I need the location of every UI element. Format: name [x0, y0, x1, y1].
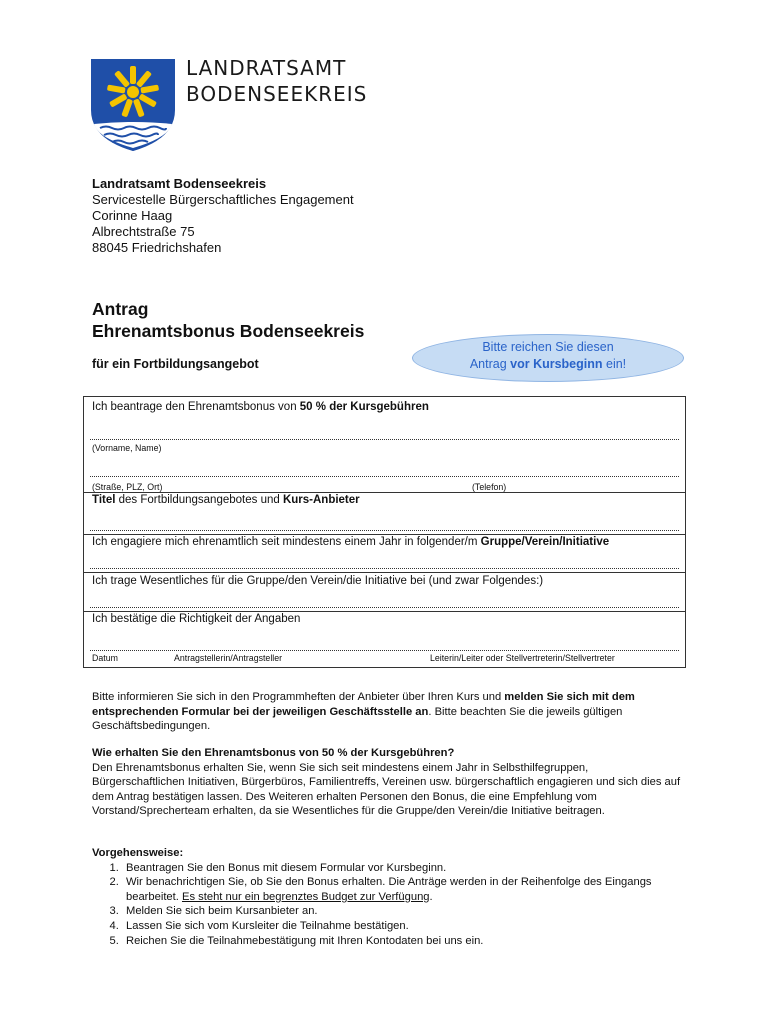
form-intro: Ich beantrage den Ehrenamtsbonus von 50 % der Kursgebühren [92, 401, 429, 413]
name-label: (Vorname, Name) [92, 443, 162, 453]
address-city: 88045 Friedrichshafen [92, 240, 222, 255]
deadline-notice: Bitte reichen Sie diesen Antrag vor Kursbeginn ein! [412, 334, 684, 382]
group-field[interactable] [90, 568, 679, 569]
street-label: (Straße, PLZ, Ort) [92, 482, 163, 492]
info-paragraph: Bitte informieren Sie sich in den Programmheften der Anbieter über Ihren Kurs und melden Sie sich mit dem entsprechenden Formular bei der jeweiligen Geschäftsstelle an. Bitte beachten Sie die jeweils gültigen Geschäftsbedingungen. [92, 691, 635, 733]
signature-date-label: Datum [92, 653, 118, 663]
logo-line-1: LANDRATSAMT [186, 56, 347, 80]
address-org: Landratsamt Bodenseekreis [92, 176, 267, 191]
application-form [83, 396, 686, 668]
logo-line-2: BODENSEEKREIS [186, 82, 368, 106]
address-person: Corinne Haag [92, 208, 173, 223]
name-field[interactable] [90, 439, 679, 440]
coat-of-arms-icon [90, 58, 176, 152]
procedure-list [92, 861, 684, 949]
signature-field[interactable] [90, 650, 679, 651]
phone-label: (Telefon) [472, 482, 507, 492]
contribution-label: Ich trage Wesentliches für die Gruppe/den Verein/die Initiative bei (und zwar Folgendes:) [92, 575, 544, 587]
page-title: Antrag Ehrenamtsbonus Bodenseekreis [92, 299, 365, 341]
address-field[interactable] [90, 476, 679, 477]
faq-section [92, 746, 684, 819]
course-title-label: Titel des Fortbildungsangebotes und Kurs-Anbieter [92, 494, 360, 506]
address-dept: Servicestelle Bürgerschaftliches Engagement [92, 192, 354, 207]
course-title-field[interactable] [90, 530, 679, 531]
contribution-field[interactable] [90, 607, 679, 608]
faq-heading: Wie erhalten Sie den Ehrenamtsbonus von 50 % der Kursgebühren? [92, 747, 455, 759]
procedure-step: 4. Lassen Sie sich vom Kursleiter die Teilnahme bestätigen. [122, 919, 684, 934]
procedure-step: 3. Melden Sie sich beim Kursanbieter an. [122, 904, 684, 919]
address-block [92, 176, 354, 256]
procedure-step: 1. Beantragen Sie den Bonus mit diesem Formular vor Kursbeginn. [122, 861, 684, 876]
procedure-step: 2. Wir benachrichtigen Sie, ob Sie den Bonus erhalten. Die Anträge werden in der Reihenfolge des Eingangs bearbeitet. Es steht nur ein begrenztes Budget zur Verfügung. [122, 875, 684, 904]
signature-applicant-label: Antragstellerin/Antragsteller [174, 653, 283, 663]
page-subtitle: für ein Fortbildungsangebot [92, 357, 259, 371]
procedure-section [92, 846, 684, 948]
address-street: Albrechtstraße 75 [92, 224, 195, 239]
signature-leader-label: Leiterin/Leiter oder Stellvertreterin/Stellvertreter [430, 653, 615, 663]
procedure-step: 5. Reichen Sie die Teilnahmebestätigung mit Ihren Kontodaten bei uns ein. [122, 934, 684, 949]
faq-text: Den Ehrenamtsbonus erhalten Sie, wenn Sie sich seit mindestens einem Jahr in Selbsthilfegruppen, Bürgerschaftlichen Initiativen, Bürgerbüros, Familientreffs, Vereinen usw. bürgerschaftlich engagieren und sich dies auf dem Antrag bestätigen lassen. Des Weiteren erhalten Personen den Bonus, die eine Empfehlung vom Vorstand/Sprecherteam erhalten, da sie Wesentliches für die Gruppe/den Verein/die Initiative beitragen. [92, 761, 681, 818]
procedure-heading: Vorgehensweise: [92, 847, 184, 859]
confirmation-label: Ich bestätige die Richtigkeit der Angaben [92, 613, 301, 625]
group-label: Ich engagiere mich ehrenamtlich seit mindestens einem Jahr in folgender/m Gruppe/Verein/Initiative [92, 536, 610, 548]
